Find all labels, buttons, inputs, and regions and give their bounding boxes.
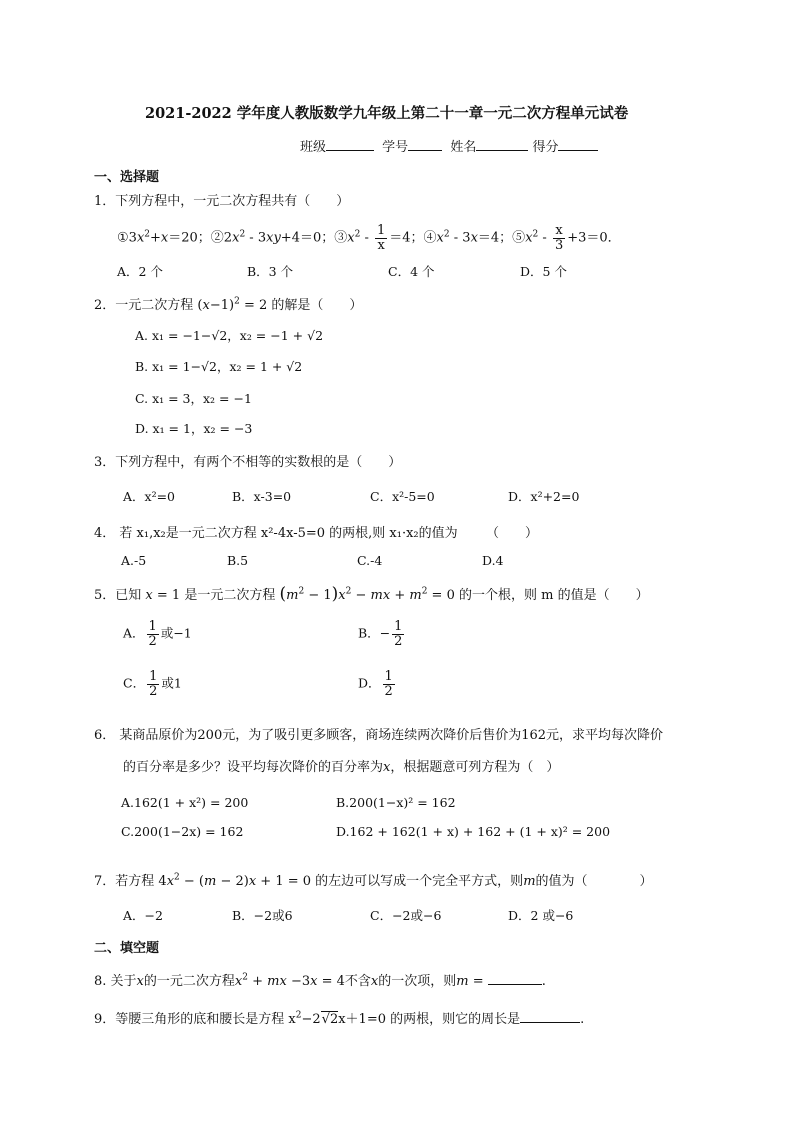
score-blank[interactable] xyxy=(558,138,598,151)
question-6-option-d[interactable]: D.162 + 162(1 + x) + 162 + (1 + x)² = 200 xyxy=(336,824,611,839)
question-4-option-a[interactable]: A.-5 xyxy=(121,553,147,568)
question-1-option-a[interactable]: A．2 个 xyxy=(117,264,163,279)
question-8-end: . xyxy=(541,974,546,989)
question-3-option-d[interactable]: D．x²+2=0 xyxy=(508,489,580,504)
question-2-stem-pre: 2．一元二次方程 xyxy=(94,298,194,313)
page-title: 2021-2022 学年度人教版数学九年级上第二十一章一元二次方程单元试卷 xyxy=(145,105,629,122)
question-4-option-c[interactable]: C.-4 xyxy=(357,553,383,568)
option-letter: A． xyxy=(123,625,145,641)
question-4-stem: 4． 若 x₁,x₂是一元二次方程 x²-4x-5=0 的两根,则 x₁·x₂的值为 xyxy=(94,526,458,541)
question-2-option-c[interactable]: C. x₁ = 3，x₂ = −1 xyxy=(135,391,252,406)
section-title-choice: 一、选择题 xyxy=(94,170,160,185)
question-7-stem-pre: 7．若方程 xyxy=(94,874,155,889)
question-7-stem-end: 的值为（ ） xyxy=(535,874,653,889)
question-4-option-d[interactable]: D.4 xyxy=(482,553,504,568)
question-5-stem-mid: 是一元二次方程 xyxy=(184,588,276,603)
question-5-option-c[interactable]: C． $\frac{1}{2}$ 或1 xyxy=(123,669,182,699)
question-6-line-2-post: ，根据题意可列方程为（ ） xyxy=(390,760,560,775)
number-blank[interactable] xyxy=(408,138,442,151)
option-letter: D． xyxy=(358,675,381,691)
question-8-mid-2: 不含 xyxy=(344,974,371,989)
question-9-stem: 9．等腰三角形的底和腰长是方程 $x^2-2√2x+1=0$ 的两根，则它的周长是 . xyxy=(94,1010,585,1027)
question-5-stem: 5．已知 x = 1 是一元二次方程 $(m^2 - 1)x^2$ − mx + $m^2 = 0$ 的一个根，则 m 的值是（ ） xyxy=(94,584,649,604)
question-9-end: . xyxy=(580,1012,585,1027)
student-info-line xyxy=(300,136,598,155)
question-9-post: 的两根，则它的周长是 xyxy=(390,1012,521,1027)
question-8-stem: 8. 关于x的一元二次方程$x^2$ + mx −3x = 4不含x的一次项，则m = . xyxy=(94,972,546,989)
question-4-option-b[interactable]: B.5 xyxy=(227,553,249,568)
question-2-stem-post: 的解是（ ） xyxy=(271,298,363,313)
question-5-option-a[interactable]: A． $\frac{1}{2}$ 或−1 xyxy=(123,619,192,649)
question-2-option-d[interactable]: D. x₁ = 1，x₂ = −3 xyxy=(135,421,253,436)
question-2-option-a[interactable]: A. x₁ = −1−√2，x₂ = −1 + √2 xyxy=(135,328,324,343)
question-4-blank: （ ） xyxy=(486,526,539,541)
name-blank[interactable] xyxy=(476,138,528,151)
question-3-option-c[interactable]: C．x²-5=0 xyxy=(370,489,435,504)
question-2-stem: 2．一元二次方程 $(x-1)^2 = 2$ 的解是（ ） xyxy=(94,296,363,313)
question-6-line-2-pre: 的百分率是多少？设平均每次降价的百分率为 xyxy=(123,760,384,775)
question-1-equations: $①3x^2+x=20$；$②2x^2 - 3xy+4=0$；$③x^2$ - $\frac{1}{x}$ ＝4；$④x^2 - 3x=4$；$⑤x^2$ - $\frac{x}{3}$ +3＝0． xyxy=(117,223,621,253)
section-title-fill: 二、填空题 xyxy=(94,941,160,956)
question-7-option-b[interactable]: B．−2或6 xyxy=(232,908,293,923)
question-7-option-d[interactable]: D．2 或−6 xyxy=(508,908,574,923)
question-6-option-a[interactable]: A.162(1 + x²) = 200 xyxy=(121,795,249,810)
question-5-stem-pre: 5．已知 xyxy=(94,588,142,603)
name-label: 姓名 xyxy=(450,140,477,155)
question-3-option-b[interactable]: B．x-3=0 xyxy=(232,489,292,504)
question-5-option-b[interactable]: B．− $\frac{1}{2}$ xyxy=(358,619,403,649)
score-label: 得分 xyxy=(532,140,559,155)
question-1-option-b[interactable]: B．3 个 xyxy=(247,264,294,279)
class-blank[interactable] xyxy=(326,138,374,151)
question-6-option-b[interactable]: B.200(1−x)² = 162 xyxy=(336,795,456,810)
question-3-stem: 3．下列方程中，有两个不相等的实数根的是（ ） xyxy=(94,455,402,470)
question-7-stem-post: 的左边可以写成一个完全平方式，则 xyxy=(315,874,524,889)
or-text: 或 xyxy=(160,625,174,641)
question-6-line-2: 的百分率是多少？设平均每次降价的百分率为x，根据题意可列方程为（ ） xyxy=(123,760,560,775)
question-2-option-b[interactable]: B. x₁ = 1−√2，x₂ = 1 + √2 xyxy=(135,359,303,374)
question-1-option-d[interactable]: D．5 个 xyxy=(520,264,567,279)
option-letter: B． xyxy=(358,625,380,641)
question-3-option-a[interactable]: A．x²=0 xyxy=(123,489,176,504)
or-text: 或 xyxy=(161,675,174,691)
question-8-answer-blank[interactable] xyxy=(488,972,542,985)
question-5-option-d[interactable]: D． $\frac{1}{2}$ xyxy=(358,669,393,699)
question-8-mid-3: 的一次项，则 xyxy=(378,974,457,989)
class-label: 班级 xyxy=(300,140,327,155)
question-1-option-c[interactable]: C．4 个 xyxy=(388,264,435,279)
question-9-pre: 9．等腰三角形的底和腰长是方程 xyxy=(94,1012,285,1027)
question-7-stem: 7．若方程 $4x^2 - (m - 2)x + 1 = 0$ 的左边可以写成一个完全平方式，则m的值为（ ） xyxy=(94,872,653,889)
question-6-line-1: 6． 某商品原价为200元，为了吸引更多顾客，商场连续两次降价后售价为162元，求平均每次降价 xyxy=(94,728,664,743)
question-6-option-c[interactable]: C.200(1−2x) = 162 xyxy=(121,824,244,839)
question-1-stem: 1．下列方程中，一元二次方程共有（ ） xyxy=(94,194,350,209)
question-8-mid-1: 的一元二次方程 xyxy=(143,974,235,989)
question-7-option-a[interactable]: A．−2 xyxy=(123,908,163,923)
number-label: 学号 xyxy=(382,140,409,155)
question-9-answer-blank[interactable] xyxy=(520,1010,580,1023)
question-7-option-c[interactable]: C．−2或−6 xyxy=(370,908,442,923)
question-8-pre: 8. 关于 xyxy=(94,974,137,989)
option-letter: C． xyxy=(123,675,146,691)
question-5-stem-post: 的一个根，则 m 的值是（ ） xyxy=(458,588,649,603)
